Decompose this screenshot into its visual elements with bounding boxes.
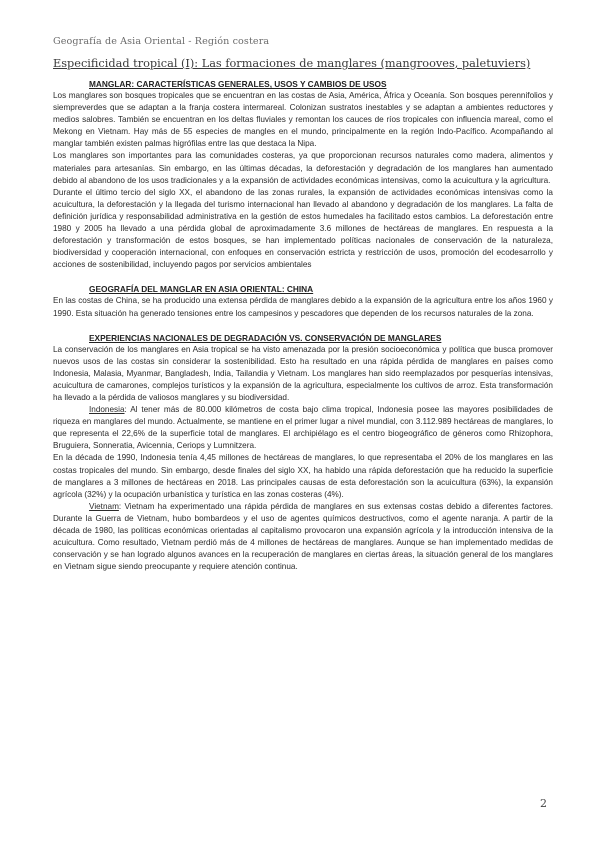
paragraph: Durante el último tercio del siglo XX, el abandono de las zonas rurales, la expansión de actividades económicas intensivas como la acuicultura, la deforestación y la llegada del turismo internacional han llevado al abandono y degradación de los manglares. La falta de definición jurídica y responsabilidad administrativa en la gestión de estos humedales ha facilitado estos cambios. La deforestación entre 1980 y 2005 ha llevado a una pérdida global de aproximadamente 3.6 millones de hectáreas de manglares. En respuesta a la deforestación y transformación de estos bosques, se han implementado políticas nacionales de conservación de la naturaleza, biodiversidad y cooperación internacional, con enfoques en conservación estricta y restricción de usos, promoción del ecodesarrollo y acciones de sostenibilidad, incluyendo pagos por servicios ambientales	[53, 187, 553, 270]
indonesia-text: : Al tener más de 80.000 kilómetros de costa bajo clima tropical, Indonesia posee las mayores posibilidades de riqueza en manglares del mundo. Actualmente, se mantiene en el primer lugar a nivel mundial, con 3.112.989 hectáreas de manglares, lo que representa el 22,6% de la superficie total de manglares. El archipiélago es el centro biogeográfico de géneros como Rhizophora, Bruguiera, Sonneratia, Avicennia, Ceriops y Lumnitzera.	[53, 405, 553, 451]
paragraph: La conservación de los manglares en Asia tropical se ha visto amenazada por la presión socioeconómica y política que busca promover nuevos usos de las costas sin considerar la sostenibilidad. Esto ha resultado en una rápida pérdida de manglares en países como Indonesia, Malasia, Myanmar, Bangladesh, India, Tailandia y Vietnam. Los manglares han sido reemplazados por pesquerías intensivas, acuicultura de camarones, complejos turísticos y la expansión de la agricultura, especialmente los cultivos de arroz. Esta transformación ha llevado a la pérdida de valiosos manglares y su biodiversidad.	[53, 344, 553, 402]
paragraph: En las costas de China, se ha producido una extensa pérdida de manglares debido a la expansión de la agricultura entre los años 1960 y 1990. Esta situación ha generado tensiones entre los campesinos y pescadores que dependen de los recursos naturales de la zona.	[53, 296, 553, 318]
page-number: 2	[540, 797, 547, 810]
section-heading-experiencias: EXPERIENCIAS NACIONALES DE DEGRADACIÓN VS. CONSERVACIÓN DE MANGLARES	[89, 332, 442, 343]
page-title: Especificidad tropical (I): Las formaciones de manglares (mangrooves, paletuviers)	[53, 57, 531, 70]
paragraph: Los manglares son bosques tropicales que se encuentran en las costas de Asia, América, África y Oceanía. Son bosques perennifolios y siempreverdes que se adaptan a la franja costera intermareal. Colonizan sustratos inestables y se adaptan a ambientes reductores y medios salobres. También se encuentran en los deltas fluviales y remontan los cauces de ríos tropicales con influencia mareal, como el Mekong en Vietnam. Hay más de 55 especies de mangles en el mundo, principalmente en la región Indo-Pacífico. Acompañando al manglar también existen palmas higrófilas entre las que destaca la Nipa.	[53, 91, 553, 149]
paragraph-indonesia	[53, 404, 553, 452]
spacer	[53, 320, 553, 332]
country-label-indonesia: Indonesia	[89, 405, 125, 415]
paragraph: En la década de 1990, Indonesia tenía 4,45 millones de hectáreas de manglares, lo que representaba el 20% de los manglares en las costas tropicales del mundo. Sin embargo, desde finales del siglo XX, ha habido una rápida deforestación que ha reducido la superficie de manglares a 3 millones de hectáreas en 2018. Las principales causas de esta deforestación son la acuicultura (63%), la expansión agrícola (32%) y la ocupación urbanística y turística en las zonas costeras (4%).	[53, 453, 553, 499]
spacer	[53, 271, 553, 283]
running-header: Geografía de Asia Oriental - Región costera	[53, 36, 270, 47]
section-heading-manglar: MANGLAR: CARACTERÍSTICAS GENERALES, USOS Y CAMBIOS DE USOS	[89, 79, 387, 89]
country-label-vietnam: Vietnam	[89, 501, 119, 511]
document-body	[53, 78, 553, 573]
paragraph: Los manglares son importantes para las comunidades costeras, ya que proporcionan recursos naturales como madera, alimentos y materiales para artesanías. Sin embargo, en las últimas décadas, la deforestación y degradación de los manglares han aumentado debido al abandono de los usos tradicionales y a la expansión de actividades económicas intensivas, como la acuicultura y la agricultura.	[53, 151, 553, 185]
section-heading-china: GEOGRAFÍA DEL MANGLAR EN ASIA ORIENTAL: CHINA	[89, 284, 314, 295]
vietnam-text: : Vietnam ha experimentado una rápida pérdida de manglares en sus extensas costas debido a diferentes factores. Durante la Guerra de Vietnam, hubo bombardeos y el uso de agentes químicos destructivos, como el agente naranja. A partir de la década de 1980, las políticas económicas orientadas al capitalismo provocaron una expansión agrícola y la introducción intensiva de la acuicultura. Como resultado, Vietnam perdió más de 4 millones de hectáreas de manglares. Aunque se han implementado medidas de conservación y se han logrado algunos avances en la recuperación de manglares en ciertas áreas, la situación general de los manglares en Vietnam sigue siendo preocupante y requiere atención continua.	[53, 501, 553, 572]
paragraph-vietnam	[53, 501, 553, 574]
